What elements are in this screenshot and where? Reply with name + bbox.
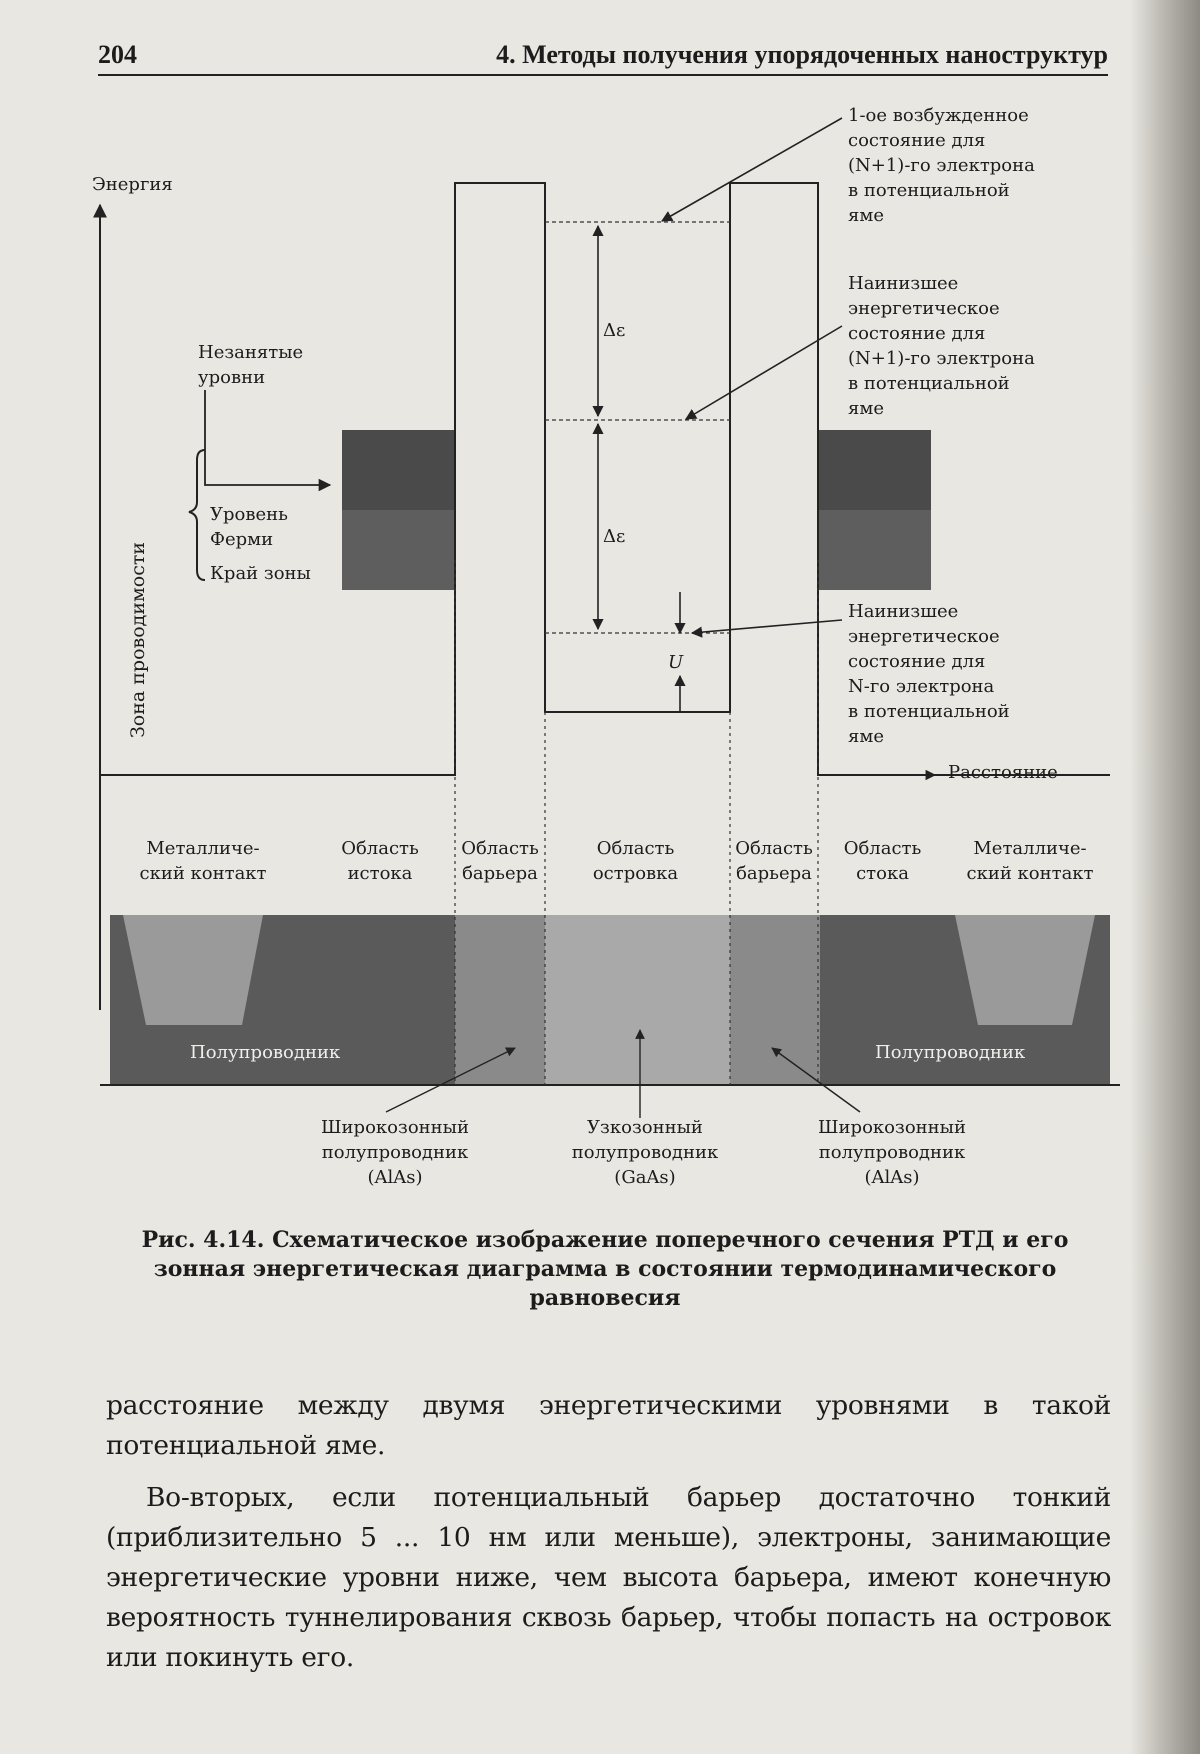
unoccupied-levels-label: Незанятые уровни — [198, 342, 304, 388]
potential-u-label: U — [668, 652, 684, 673]
first-excited-state-label: 1-ое возбужденное состояние для (N+1)-го электрона в потенциальной яме — [848, 105, 1035, 226]
figure-caption — [110, 1226, 1100, 1313]
region-island-label: Область островка — [592, 838, 679, 884]
body-paragraph-2: Во-вторых, если потенциальный барьер достаточно тонкий (приблизительно 5 ... 10 нм или меньше), электроны, занимающие энергетические уровни ниже, чем высота барьера, имеют конечную вероятность туннелирования сквозь барьер, чтобы попасть на островок или покинуть его. — [106, 1482, 1111, 1673]
energy-axis-label: Энергия — [92, 174, 173, 195]
region-source-label: Область истока — [341, 838, 419, 884]
page-number: 204 — [98, 40, 137, 69]
band-edge-label: Край зоны — [210, 563, 311, 584]
region-drain-label: Область стока — [843, 838, 922, 884]
chapter-title: 4. Методы получения упорядоченных наноструктур — [496, 40, 1108, 69]
body-paragraph-1: расстояние между двумя энергетическими уровнями в такой потенциальной яме. — [106, 1390, 1111, 1461]
semiconductor-left-label: Полупроводник — [190, 1042, 341, 1063]
delta-e-lower-label: Δε — [603, 526, 626, 547]
conduction-band-label: Зона проводимости — [127, 541, 149, 739]
region-barrier-right-label: Область барьера — [735, 838, 813, 884]
barrier-right-alas — [730, 915, 820, 1085]
wide-gap-right-label: Широкозонный полупроводник (AlAs) — [818, 1117, 966, 1188]
region-metal-left-label: Металличе- ский контакт — [139, 838, 267, 884]
delta-e-upper-label: Δε — [603, 320, 626, 341]
lowest-state-n1-label: Наинизшее энергетическое состояние для (N+1)-го электрона в потенциальной яме — [848, 273, 1035, 419]
semiconductor-right-label: Полупроводник — [875, 1042, 1026, 1063]
band-source-edge — [342, 510, 455, 590]
metal-contact-left — [123, 915, 263, 1025]
fermi-level-label: Уровень Ферми — [210, 504, 288, 550]
narrow-gap-label: Узкозонный полупроводник (GaAs) — [571, 1117, 719, 1188]
band-drain-edge — [818, 510, 931, 590]
caption-label: Рис. 4.14. — [141, 1227, 265, 1253]
lowest-state-n-label: Наинизшее энергетическое состояние для N-го электрона в потенциальной яме — [848, 601, 1010, 747]
brace — [189, 450, 205, 580]
metal-contact-right — [955, 915, 1095, 1025]
caption-text: Схематическое изображение поперечного сечения РТД и его зонная энергетическая диаграмма в состоянии термодинамического равновесия — [153, 1227, 1069, 1311]
region-barrier-left-label: Область барьера — [461, 838, 539, 884]
distance-axis-label: Расстояние — [948, 762, 1058, 783]
island-gaas — [545, 915, 730, 1085]
wide-gap-left-label: Широкозонный полупроводник (AlAs) — [321, 1117, 469, 1188]
barrier-left-alas — [455, 915, 545, 1085]
region-metal-right-label: Металличе- ский контакт — [966, 838, 1094, 884]
